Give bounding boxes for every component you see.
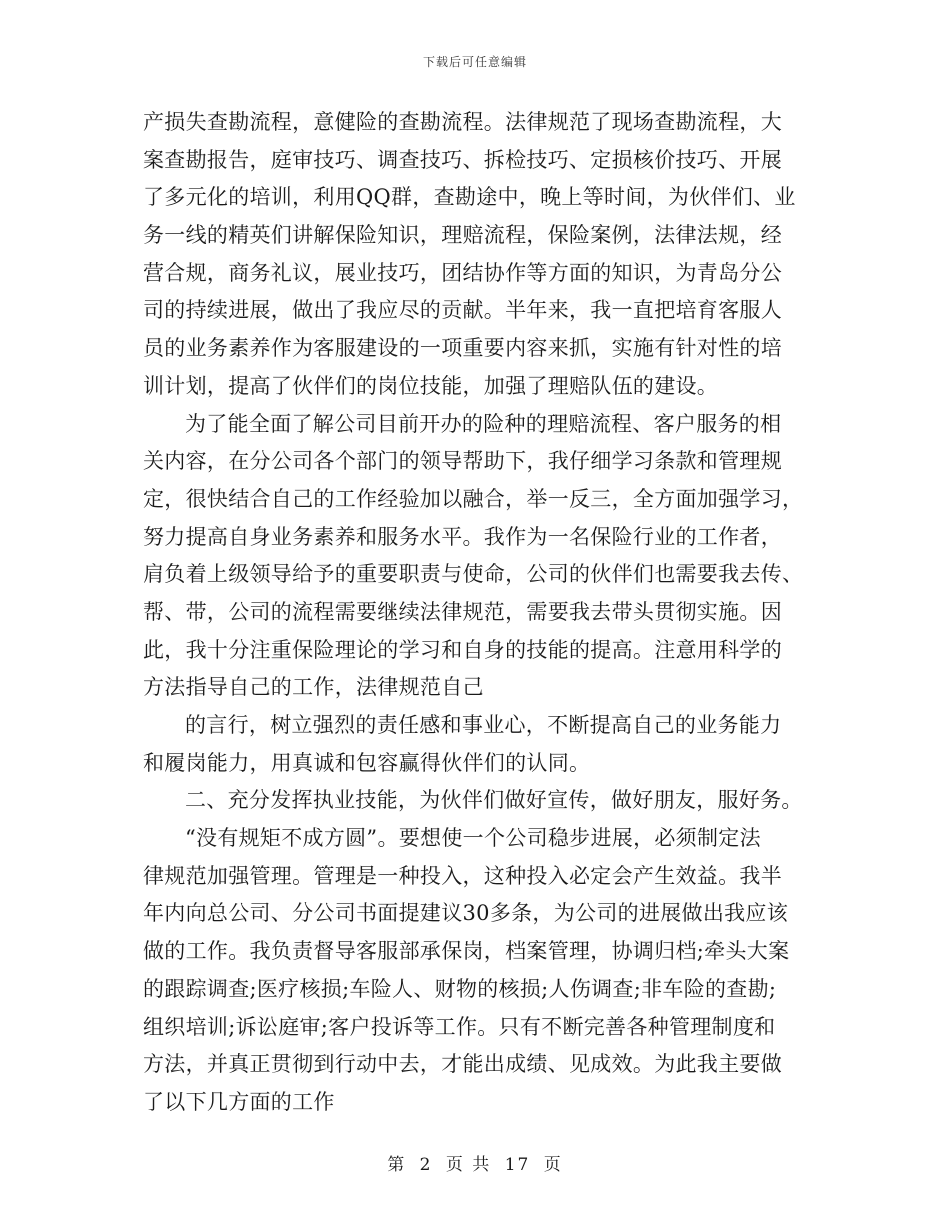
text-line: 司的持续进展，做出了我应尽的贡献。半年来，我一直把培育客服人 — [143, 298, 782, 323]
document-body — [143, 104, 813, 1122]
text-line: 方法，并真正贯彻到行动中去，才能出成绩、见成效。为此我主要做 — [143, 1052, 782, 1077]
footer-total-pages: 17 — [504, 1155, 531, 1175]
text-line: 产损失查勘流程，意健险的查勘流程。法律规范了现场查勘流程，大 — [143, 110, 782, 134]
text-line: 的跟踪调查;医疗核损;车险人、财物的核损;人伤调查;非车险的查勘; — [143, 976, 777, 1001]
text-line: 方法指导自己的工作，法律规范自己 — [143, 675, 484, 700]
text-line: 做的工作。我负责督导客服部承保岗，档案管理，协调归档;牵头大案 — [143, 939, 790, 964]
text-line: 员的业务素养作为客服建设的一项重要内容来抓，实施有针对性的培 — [143, 336, 782, 361]
footer-middle: 页 共 — [445, 1155, 492, 1175]
text-line: 肩负着上级领导给予的重要职责与使命，公司的伙伴们也需要我去传、 — [143, 562, 804, 587]
page-footer — [0, 1150, 950, 1175]
text-line: 为了能全面了解公司目前开办的险种的理赔流程、客户服务的相 — [185, 411, 782, 436]
text-line: 营合规，商务礼议，展业技巧，团结协作等方面的知识，为青岛分公 — [143, 260, 782, 285]
text-line: 案查勘报告，庭审技巧、调查技巧、拆检技巧、定损核价技巧、开展 — [143, 147, 782, 172]
footer-suffix: 页 — [543, 1155, 563, 1175]
text-line: 了多元化的培训，利用QQ群，查勘途中，晚上等时间，为伙伴们、业 — [143, 185, 796, 210]
footer-prefix: 第 — [387, 1155, 407, 1175]
text-line: 关内容，在分公司各个部门的领导帮助下，我仔细学习条款和管理规 — [143, 449, 782, 474]
text-line: 训计划，提高了伙伴们的岗位技能，加强了理赔队伍的建设。 — [143, 373, 719, 398]
text-line: 务一线的精英们讲解保险知识，理赔流程，保险案例，法律法规，经 — [143, 223, 782, 248]
text-line: 了以下几方面的工作 — [143, 1089, 335, 1114]
footer-page-number: 2 — [419, 1155, 433, 1175]
text-line: 的言行，树立强烈的责任感和事业心，不断提高自己的业务能力 — [185, 713, 782, 737]
text-line: 组织培训;诉讼庭审;客户投诉等工作。只有不断完善各种管理制度和 — [143, 1014, 776, 1039]
page-header: 下载后可任意编辑 — [422, 55, 527, 69]
text-line: “没有规矩不成方圆”。要想使一个公司稳步进展，必须制定法 — [185, 826, 761, 851]
text-line: 律规范加强管理。管理是一种投入，这种投入必定会产生效益。我半 — [143, 863, 782, 888]
text-line: 努力提高自身业务素养和服务水平。我作为一名保险行业的工作者， — [143, 524, 782, 549]
text-line: 和履岗能力，用真诚和包容赢得伙伴们的认同。 — [143, 750, 591, 775]
text-line: 二、充分发挥执业技能，为伙伴们做好宣传，做好朋友，服好务。 — [185, 788, 803, 813]
text-line: 年内向总公司、分公司书面提建议30多条，为公司的进展做出我应该 — [143, 901, 789, 926]
text-line: 此，我十分注重保险理论的学习和自身的技能的提高。注意用科学的 — [143, 637, 782, 662]
text-line: 帮、带，公司的流程需要继续法律规范，需要我去带头贯彻实施。因 — [143, 599, 782, 624]
text-line: 定，很快结合自己的工作经验加以融合，举一反三，全方面加强学习， — [143, 486, 804, 511]
